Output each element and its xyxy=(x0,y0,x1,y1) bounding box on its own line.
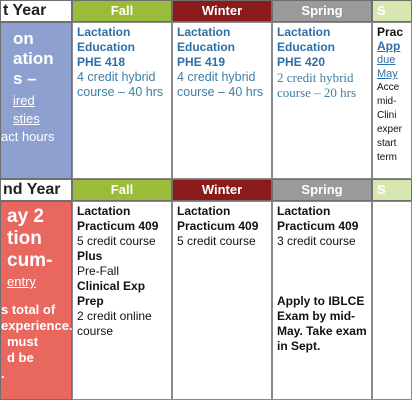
year2-winter-l3: 5 credit course xyxy=(177,234,256,248)
year2-fall-l9: course xyxy=(77,324,114,338)
year2-program-panel xyxy=(0,201,72,400)
year1-spring-cell xyxy=(272,22,372,179)
year1-spring-desc2: course – 20 hrs xyxy=(277,85,357,100)
year1-fall-code: PHE 418 xyxy=(77,55,126,69)
year1-fall-title2: Education xyxy=(77,40,136,54)
year1-fall-desc1: 4 credit hybrid xyxy=(77,70,156,84)
year1-spring-desc1: 2 credit hybrid xyxy=(277,70,354,85)
year2-fall-l6: Clinical Exp xyxy=(77,279,146,293)
year2-fall-l8: 2 credit online xyxy=(77,309,152,323)
year2-fall-l2: Practicum 409 xyxy=(77,219,159,233)
year2-spring-cell xyxy=(272,201,372,400)
year2-spring-a4: in Sept. xyxy=(277,339,321,353)
year2-program-line7: must xyxy=(7,334,39,349)
year1-summer-l1: Prac xyxy=(377,25,404,39)
year1-summer-l6: mid- xyxy=(377,96,397,107)
year2-program-line2: tion xyxy=(7,228,42,249)
year1-program-line5: sties xyxy=(13,111,40,126)
year2-program-line8: d be xyxy=(7,350,34,365)
year1-program-line6: act hours xyxy=(1,129,55,144)
year1-winter-code: PHE 419 xyxy=(177,55,226,69)
year1-summer-l9: start xyxy=(377,138,397,149)
year2-program-line1: ay 2 xyxy=(7,206,44,227)
year1-header-fall: Fall xyxy=(72,0,172,22)
year1-label: t Year xyxy=(0,0,72,22)
year2-spring-a2: Exam by mid- xyxy=(277,309,356,323)
year2-header-winter: Winter xyxy=(172,179,272,201)
year1-program-panel xyxy=(0,22,72,179)
year1-summer-l8: exper xyxy=(377,124,403,135)
year1-winter-title2: Education xyxy=(177,40,236,54)
year2-summer-cell xyxy=(372,201,412,400)
year1-program-line2: ation xyxy=(13,49,54,68)
year1-summer-l2: App xyxy=(377,39,401,53)
year1-spring-code: PHE 420 xyxy=(277,55,326,69)
year1-summer-l7: Clini xyxy=(377,110,397,121)
year2-fall-cell xyxy=(72,201,172,400)
year2-program-line3: cum- xyxy=(7,250,53,271)
year1-summer-cell xyxy=(372,22,412,179)
year1-program-line4: ired xyxy=(13,93,35,108)
year1-spring-title1: Lactation xyxy=(277,25,331,39)
year1-fall-title1: Lactation xyxy=(77,25,131,39)
year2-fall-l5: Pre-Fall xyxy=(77,264,120,278)
year1-program-line3: s – xyxy=(13,69,37,88)
year2-winter-l2: Practicum 409 xyxy=(177,219,259,233)
year1-program-line1: on xyxy=(13,29,34,48)
year1-spring-title2: Education xyxy=(277,40,336,54)
year2-header-spring: Spring xyxy=(272,179,372,201)
year1-winter-desc2: course – 40 hrs xyxy=(177,85,264,99)
year1-fall-desc2: course – 40 hrs xyxy=(77,85,164,99)
year2-program-line4: entry xyxy=(7,274,36,289)
year2-spring-spacer xyxy=(277,249,367,294)
year1-winter-cell xyxy=(172,22,272,179)
year2-header-summer: S xyxy=(372,179,412,201)
year2-spring-a1: Apply to IBLCE xyxy=(277,294,365,308)
year1-fall-cell xyxy=(72,22,172,179)
year2-fall-l7: Prep xyxy=(77,294,104,308)
year2-program-line6: experience. xyxy=(1,318,73,333)
year1-header-summer: S xyxy=(372,0,412,22)
year1-winter-title1: Lactation xyxy=(177,25,231,39)
year2-program-line5: s total of xyxy=(1,302,56,317)
year1-header-spring: Spring xyxy=(272,0,372,22)
year2-spring-a3: May. Take exam xyxy=(277,324,367,338)
year2-fall-l1: Lactation xyxy=(77,204,131,218)
year1-winter-desc1: 4 credit hybrid xyxy=(177,70,256,84)
year1-header-winter: Winter xyxy=(172,0,272,22)
year2-fall-l3: 5 credit course xyxy=(77,234,156,248)
year1-summer-l10: term xyxy=(377,152,397,163)
year1-summer-l4: May xyxy=(377,68,398,80)
year1-summer-l5: Acce xyxy=(377,82,400,93)
year1-summer-l3: due xyxy=(377,54,396,66)
year2-fall-l4: Plus xyxy=(77,249,103,263)
year2-spring-l2: Practicum 409 xyxy=(277,219,359,233)
year2-label: nd Year xyxy=(0,179,72,201)
year2-winter-cell xyxy=(172,201,272,400)
year2-program-line9: . xyxy=(1,366,5,381)
year2-spring-l1: Lactation xyxy=(277,204,331,218)
year2-header-fall: Fall xyxy=(72,179,172,201)
year2-spring-l3: 3 credit course xyxy=(277,234,356,248)
year2-winter-l1: Lactation xyxy=(177,204,231,218)
